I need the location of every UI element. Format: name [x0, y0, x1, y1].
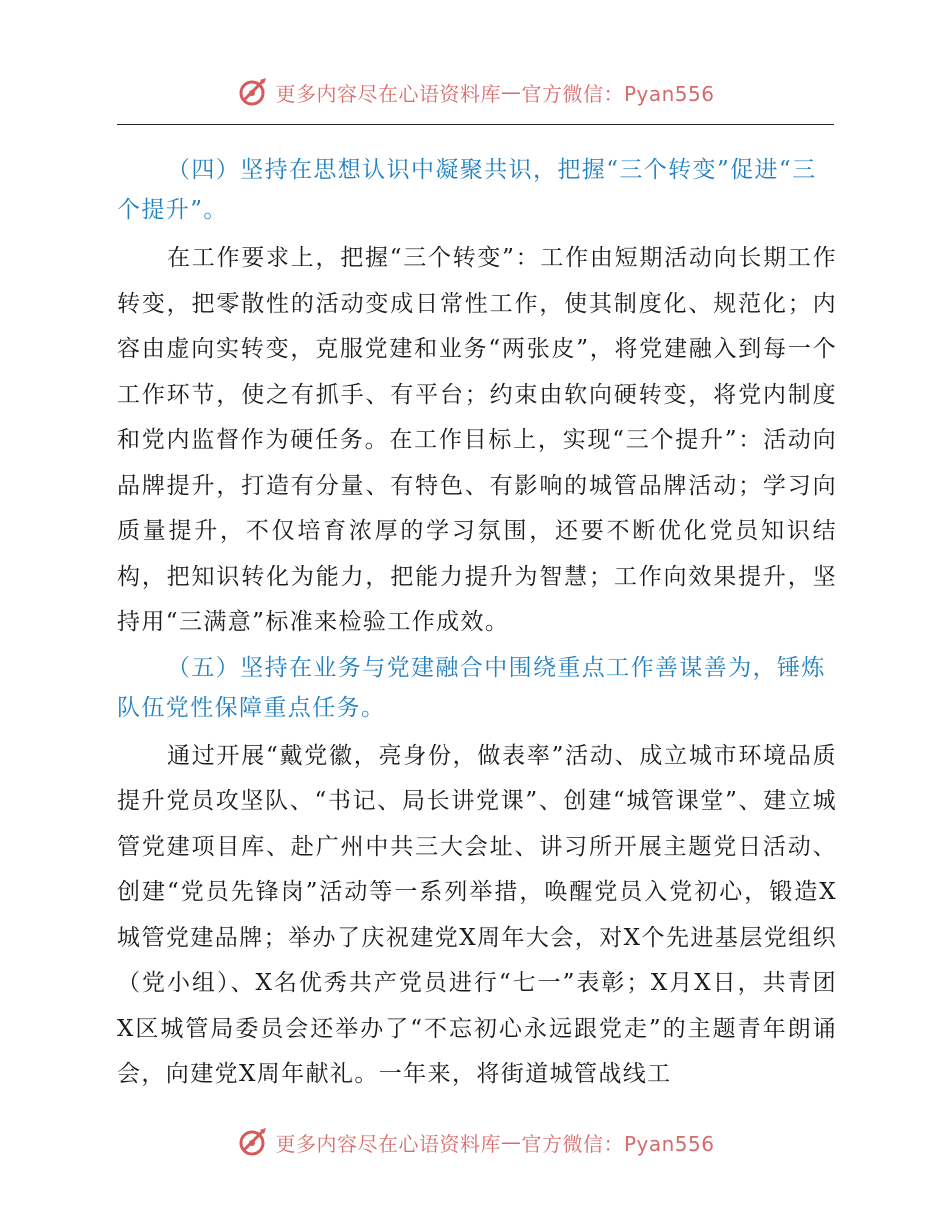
header-brand	[235, 74, 714, 110]
brand-logo-icon	[235, 1124, 271, 1160]
footer-dash: —	[500, 1130, 522, 1154]
brand-logo-icon	[235, 74, 271, 110]
page-header	[0, 70, 950, 114]
header-brand-text: 更多内容尽在心语资料库	[275, 81, 501, 106]
footer-brand	[235, 1124, 714, 1160]
section-heading-5: （五）坚持在业务与党建融合中围绕重点工作善谋善为，锤炼队伍党性保障重点任务。	[117, 654, 826, 721]
header-divider	[117, 124, 834, 125]
document-body	[117, 150, 837, 1100]
header-dash: —	[500, 80, 522, 104]
footer-wechat-text: 官方微信：Pyan556	[521, 1131, 715, 1156]
page-footer	[0, 1120, 950, 1164]
section-paragraph-4: 在工作要求上，把握“三个转变”：工作由短期活动向长期工作转变，把零散性的活动变成日常性工作，使其制度化、规范化；内容由虚向实转变，克服党建和业务“两张皮”，将党建融入到每一个工作环节，使之有抓手、有平台；约束由软向硬转变，将党内制度和党内监督作为硬任务。在工作目标上，实现“三个提升”：活动向品牌提升，打造有分量、有特色、有影响的城管品牌活动；学习向质量提升，不仅培育浓厚的学习氛围，还要不断优化党员知识结构，把知识转化为能力，把能力提升为智慧；工作向效果提升，坚持用“三满意”标准来检验工作成效。	[117, 245, 837, 635]
section-heading-4: （四）坚持在思想认识中凝聚共识，把握“三个转变”促进“三个提升”。	[117, 157, 817, 223]
header-wechat-text: 官方微信：Pyan556	[521, 81, 715, 106]
footer-brand-text: 更多内容尽在心语资料库	[275, 1131, 501, 1156]
section-paragraph-5: 通过开展“戴党徽，亮身份，做表率”活动、成立城市环境品质提升党员攻坚队、“书记、局长讲党课”、创建“城管课堂”、建立城管党建项目库、赴广州中共三大会址、讲习所开展主题党日活动、创建“党员先锋岗”活动等一系列举措，唤醒党员入党初心，锻造X城管党建品牌；举办了庆祝建党X周年大会，对X个先进基层党组织（党小组）、X名优秀共产党员进行“七一”表彰；X月X日，共青团X区城管局委员会还举办了“不忘初心永远跟党走”的主题青年朗诵会，向建党X周年献礼。一年来，将街道城管战线工	[117, 742, 837, 1087]
